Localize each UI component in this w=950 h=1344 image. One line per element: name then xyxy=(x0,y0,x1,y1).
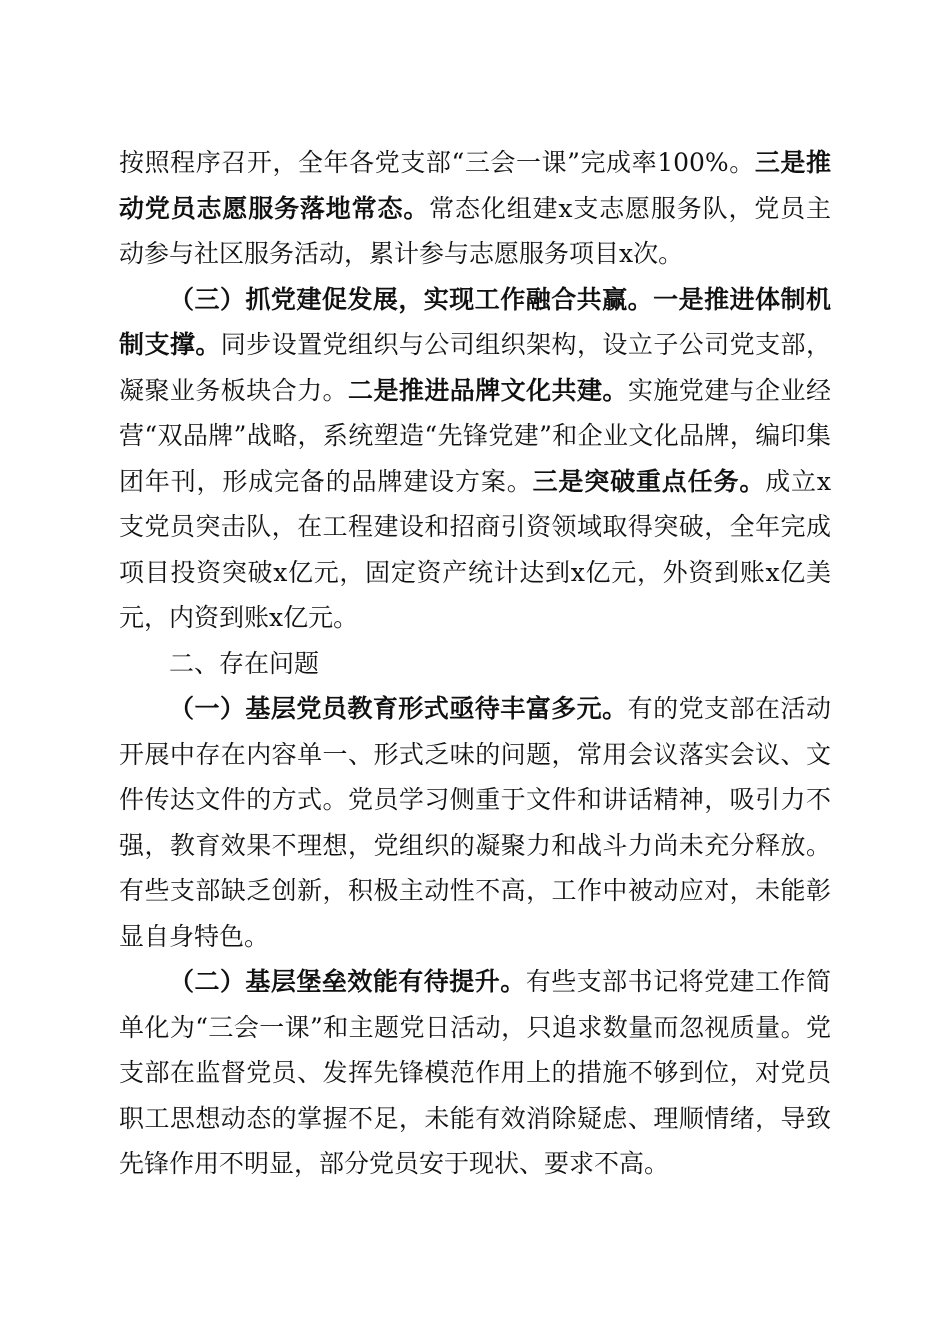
text-run: 按照程序召开，全年各党支部“三会一课”完成率100%。 xyxy=(119,148,755,177)
bold-run: （一）基层党员教育形式亟待丰富多元。 xyxy=(169,694,628,723)
heading-text: 二、存在问题 xyxy=(169,648,320,678)
text-run: 成立x支党员突击队，在工程建设和招商引资领域取得突破，全年完成项目投资突破x亿元，固定资产统计达到x亿元，外资到账x亿美元，内资到账x亿元。 xyxy=(119,466,831,632)
paragraph-continuation xyxy=(119,140,831,277)
bold-run: （三）抓党建促发展，实现工作融合共赢。一是推进体制机制支撑。 xyxy=(119,284,831,359)
bold-run: 三是突破重点任务。 xyxy=(532,466,766,496)
document-body xyxy=(119,140,831,1187)
section-heading xyxy=(119,641,831,687)
paragraph-section-3 xyxy=(119,277,831,641)
bold-run: （二）基层堡垒效能有待提升。 xyxy=(169,967,526,996)
text-run: 实施党建与企业经营“双品牌”战略，系统塑造“先锋党建”和企业文化品牌，编印集团年刊，形成完备的品牌建设方案。 xyxy=(119,375,831,496)
bold-run: 三是推动党员志愿服务落地常态。 xyxy=(119,148,831,223)
paragraph-problem-1 xyxy=(119,686,831,959)
paragraph-problem-2 xyxy=(119,959,831,1187)
text-run: 有的党支部在活动开展中存在内容单一、形式乏味的问题，常用会议落实会议、文件传达文件的方式。党员学习侧重于文件和讲话精神，吸引力不强，教育效果不理想，党组织的凝聚力和战斗力尚未充分释放。有些支部缺乏创新，积极主动性不高，工作中被动应对，未能彰显自身特色。 xyxy=(119,694,831,951)
text-run: 常态化组建x支志愿服务队，党员主动参与社区服务活动，累计参与志愿服务项目x次。 xyxy=(119,193,831,268)
text-run: 有些支部书记将党建工作简单化为“三会一课”和主题党日活动，只追求数量而忽视质量。党支部在监督党员、发挥先锋模范作用上的措施不够到位，对党员职工思想动态的掌握不足，未能有效消除疑虑、理顺情绪，导致先锋作用不明显，部分党员安于现状、要求不高。 xyxy=(119,967,831,1178)
text-run: 同步设置党组织与公司组织架构，设立子公司党支部，凝聚业务板块合力。 xyxy=(119,330,831,405)
bold-run: 二是推进品牌文化共建。 xyxy=(348,375,628,405)
